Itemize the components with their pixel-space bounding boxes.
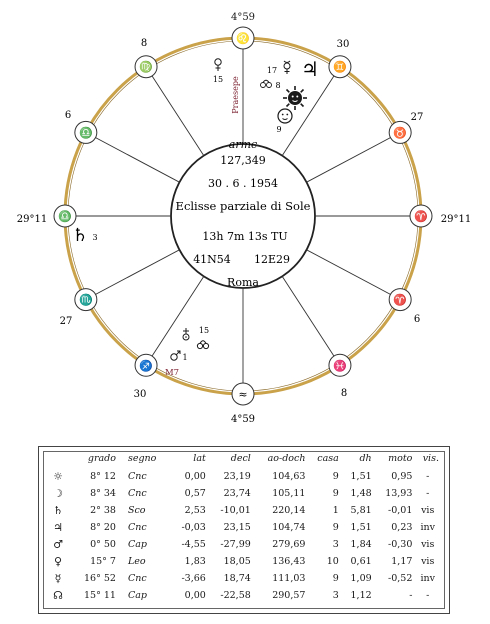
cell-grado: 8° 12 bbox=[90, 471, 116, 482]
cell-sym: ♄ bbox=[53, 504, 63, 517]
cell-ao: 111,03 bbox=[272, 573, 306, 584]
header-segno: segno bbox=[127, 453, 157, 464]
cell-sym: ☿ bbox=[54, 572, 62, 585]
table-row bbox=[45, 536, 441, 553]
cell-moto: -0,01 bbox=[388, 505, 413, 516]
cell-ao: 290,57 bbox=[272, 590, 306, 601]
cell-grado: 16° 52 bbox=[84, 573, 116, 584]
cell-ao: 104,63 bbox=[272, 471, 306, 482]
cell-vis: vis bbox=[421, 556, 435, 567]
cell-vis: inv bbox=[420, 522, 435, 533]
table-row bbox=[45, 468, 441, 485]
cell-casa: 1 bbox=[332, 505, 339, 516]
libra-icon: ♎ bbox=[78, 126, 93, 140]
leo-icon: ♌ bbox=[236, 32, 250, 45]
table-row bbox=[45, 485, 441, 502]
center-armc-label: armc bbox=[228, 138, 258, 151]
center-date: 30 . 6 . 1954 bbox=[208, 177, 278, 190]
cell-lat: -3,66 bbox=[181, 573, 206, 584]
cell-casa: 9 bbox=[332, 488, 339, 499]
cell-segno: Sco bbox=[127, 505, 146, 516]
cell-segno: Cnc bbox=[127, 471, 147, 482]
cusp-6-label: 27 bbox=[59, 316, 73, 327]
center-longitude: 12E29 bbox=[253, 253, 291, 266]
cusp-3-label: 8 bbox=[340, 388, 348, 399]
mars-degree: 1 bbox=[182, 353, 188, 362]
cell-sym: ☽ bbox=[53, 487, 63, 500]
cell-sym: ♂ bbox=[53, 538, 63, 551]
cell-grado: 2° 38 bbox=[90, 505, 116, 516]
cell-vis: vis bbox=[421, 505, 435, 516]
cell-casa: 3 bbox=[332, 590, 339, 601]
house-cusp-line bbox=[147, 276, 204, 363]
cell-ao: 220,14 bbox=[272, 505, 306, 516]
house-cusp-line bbox=[88, 250, 180, 299]
node-glyph bbox=[261, 80, 272, 87]
cell-decl: 23,74 bbox=[223, 488, 251, 499]
header-lat: lat bbox=[193, 453, 206, 464]
cell-vis: inv bbox=[420, 573, 435, 584]
cell-dh: 1,51 bbox=[350, 522, 372, 533]
cell-dh: 1,09 bbox=[350, 573, 372, 584]
header-decl: decl bbox=[230, 453, 251, 464]
cell-moto: -0,30 bbox=[388, 539, 413, 550]
header-grado: grado bbox=[87, 453, 116, 464]
cusp-9-label: 8 bbox=[140, 38, 148, 49]
cell-sym: ☼ bbox=[53, 470, 63, 483]
house-cusp-line bbox=[307, 133, 399, 182]
cell-grado: 15° 7 bbox=[90, 556, 116, 567]
cell-decl: 23,15 bbox=[223, 522, 251, 533]
header-moto: moto bbox=[388, 453, 413, 464]
cell-segno: Cnc bbox=[127, 573, 147, 584]
cell-moto: 1,17 bbox=[391, 556, 413, 567]
cell-grado: 0° 50 bbox=[90, 539, 116, 550]
cell-dh: 0,61 bbox=[350, 556, 372, 567]
venus-degree: 15 bbox=[212, 75, 224, 84]
virgo-icon: ♍ bbox=[139, 60, 153, 74]
uranus-glyph bbox=[183, 328, 189, 340]
cell-casa: 9 bbox=[332, 573, 339, 584]
center-armc-value: 127,349 bbox=[220, 154, 266, 167]
table-row bbox=[45, 587, 441, 604]
taurus-icon: ♉ bbox=[393, 126, 408, 140]
cell-segno: Cap bbox=[127, 539, 147, 550]
sagittarius-icon: ♐ bbox=[139, 359, 153, 373]
table-row bbox=[45, 570, 441, 587]
cell-moto: 0,95 bbox=[391, 471, 413, 482]
moon-face-glyph bbox=[278, 109, 292, 123]
cell-lat: -4,55 bbox=[181, 539, 206, 550]
table-row bbox=[45, 502, 441, 519]
praesepe-label: Praesepe bbox=[231, 76, 240, 114]
center-place: Roma bbox=[227, 276, 259, 289]
cell-vis: - bbox=[426, 471, 430, 482]
cluster-17: 17 bbox=[266, 66, 278, 75]
cell-grado: 8° 20 bbox=[90, 522, 116, 533]
cell-casa: 9 bbox=[332, 522, 339, 533]
cell-ao: 105,11 bbox=[272, 488, 306, 499]
gemini-icon: ♊ bbox=[333, 60, 347, 74]
libra-icon: ♎ bbox=[58, 210, 72, 223]
cell-lat: 0,00 bbox=[184, 590, 206, 601]
aries-icon: ♈ bbox=[393, 293, 408, 307]
header-casa: casa bbox=[317, 453, 339, 464]
header-dh: dh bbox=[359, 453, 372, 464]
scorpio-icon: ♏ bbox=[78, 293, 93, 307]
cell-casa: 10 bbox=[326, 556, 339, 567]
cell-lat: -0,03 bbox=[181, 522, 206, 533]
cell-lat: 2,53 bbox=[184, 505, 206, 516]
cluster-8: 8 bbox=[275, 81, 281, 90]
mars-glyph bbox=[171, 351, 180, 360]
center-title: Eclisse parziale di Sole bbox=[175, 199, 311, 213]
mercury-glyph bbox=[284, 61, 290, 74]
jupiter-glyph: ♃ bbox=[301, 57, 319, 81]
house-cusp-line bbox=[147, 68, 204, 155]
header-vis: vis. bbox=[422, 453, 439, 464]
cell-ao: 136,43 bbox=[272, 556, 306, 567]
cell-decl: -27,99 bbox=[220, 539, 251, 550]
cell-lat: 0,00 bbox=[184, 471, 206, 482]
cell-sym: ☊ bbox=[53, 589, 63, 602]
saturn-glyph: ♄ bbox=[71, 225, 89, 246]
cell-sym: ♀ bbox=[53, 555, 63, 568]
aquarius-icon: ≈ bbox=[238, 388, 248, 401]
cusp-12-label: 27 bbox=[410, 112, 424, 123]
cell-decl: -22,58 bbox=[220, 590, 251, 601]
cusp-8-label: 6 bbox=[64, 110, 72, 121]
cell-casa: 9 bbox=[332, 471, 339, 482]
positions-panel bbox=[38, 446, 450, 614]
cusp-ic-label: 4°59 bbox=[230, 414, 256, 424]
saturn-degree: 3 bbox=[92, 233, 98, 242]
cusp-2-label: 6 bbox=[413, 314, 421, 325]
cell-dh: 1,51 bbox=[350, 471, 372, 482]
cell-dh: 1,84 bbox=[350, 539, 372, 550]
table-header-row bbox=[45, 453, 441, 468]
cusp-asc-label: 29°11 bbox=[16, 214, 48, 225]
m7-label: M7 bbox=[164, 368, 180, 378]
cell-moto: -0,52 bbox=[388, 573, 413, 584]
cell-lat: 1,83 bbox=[184, 556, 206, 567]
cell-ao: 279,69 bbox=[272, 539, 306, 550]
cell-moto: 0,23 bbox=[391, 522, 413, 533]
cell-moto: - bbox=[409, 590, 413, 601]
header-symbol bbox=[45, 453, 71, 468]
cell-moto: 13,93 bbox=[385, 488, 413, 499]
house-cusp-line bbox=[88, 133, 180, 182]
table-row bbox=[45, 553, 441, 570]
house-cusp-line bbox=[282, 276, 339, 363]
cell-casa: 3 bbox=[332, 539, 339, 550]
center-latitude: 41N54 bbox=[193, 253, 231, 266]
cell-decl: 18,05 bbox=[223, 556, 251, 567]
cell-grado: 15° 11 bbox=[84, 590, 116, 601]
cell-vis: - bbox=[426, 488, 430, 499]
sun-face-glyph bbox=[283, 86, 307, 110]
cell-vis: - bbox=[426, 590, 430, 601]
cell-decl: -10,01 bbox=[220, 505, 251, 516]
cell-dh: 5,81 bbox=[350, 505, 372, 516]
cusp-mc-label: 4°59 bbox=[230, 12, 256, 23]
uranus-degree: 15 bbox=[198, 326, 210, 335]
cusp-5-label: 30 bbox=[133, 389, 147, 400]
cell-segno: Cap bbox=[127, 590, 147, 601]
cell-ao: 104,74 bbox=[272, 522, 306, 533]
cluster-9: 9 bbox=[276, 125, 282, 134]
cell-dh: 1,12 bbox=[350, 590, 372, 601]
table-row bbox=[45, 519, 441, 536]
house-cusp-line bbox=[307, 250, 399, 299]
cell-decl: 18,74 bbox=[223, 573, 251, 584]
cell-sym: ♃ bbox=[53, 521, 63, 534]
center-time: 13h 7m 13s TU bbox=[202, 230, 288, 243]
venus-glyph bbox=[215, 59, 221, 71]
positions-table bbox=[45, 453, 441, 604]
cell-segno: Cnc bbox=[127, 488, 147, 499]
header-ao-doch: ao-doch bbox=[267, 453, 306, 464]
cusp-11-label: 30 bbox=[336, 39, 350, 50]
cell-segno: Leo bbox=[127, 556, 146, 567]
cell-vis: vis bbox=[421, 539, 435, 550]
pisces-icon: ♓ bbox=[333, 359, 347, 373]
node-glyph-lower bbox=[197, 341, 208, 349]
cusp-dsc-label: 29°11 bbox=[440, 214, 472, 225]
cell-lat: 0,57 bbox=[184, 488, 206, 499]
cell-grado: 8° 34 bbox=[90, 488, 116, 499]
cell-decl: 23,19 bbox=[223, 471, 251, 482]
aries-icon: ♈ bbox=[414, 210, 428, 223]
cell-segno: Cnc bbox=[127, 522, 147, 533]
cell-dh: 1,48 bbox=[350, 488, 372, 499]
